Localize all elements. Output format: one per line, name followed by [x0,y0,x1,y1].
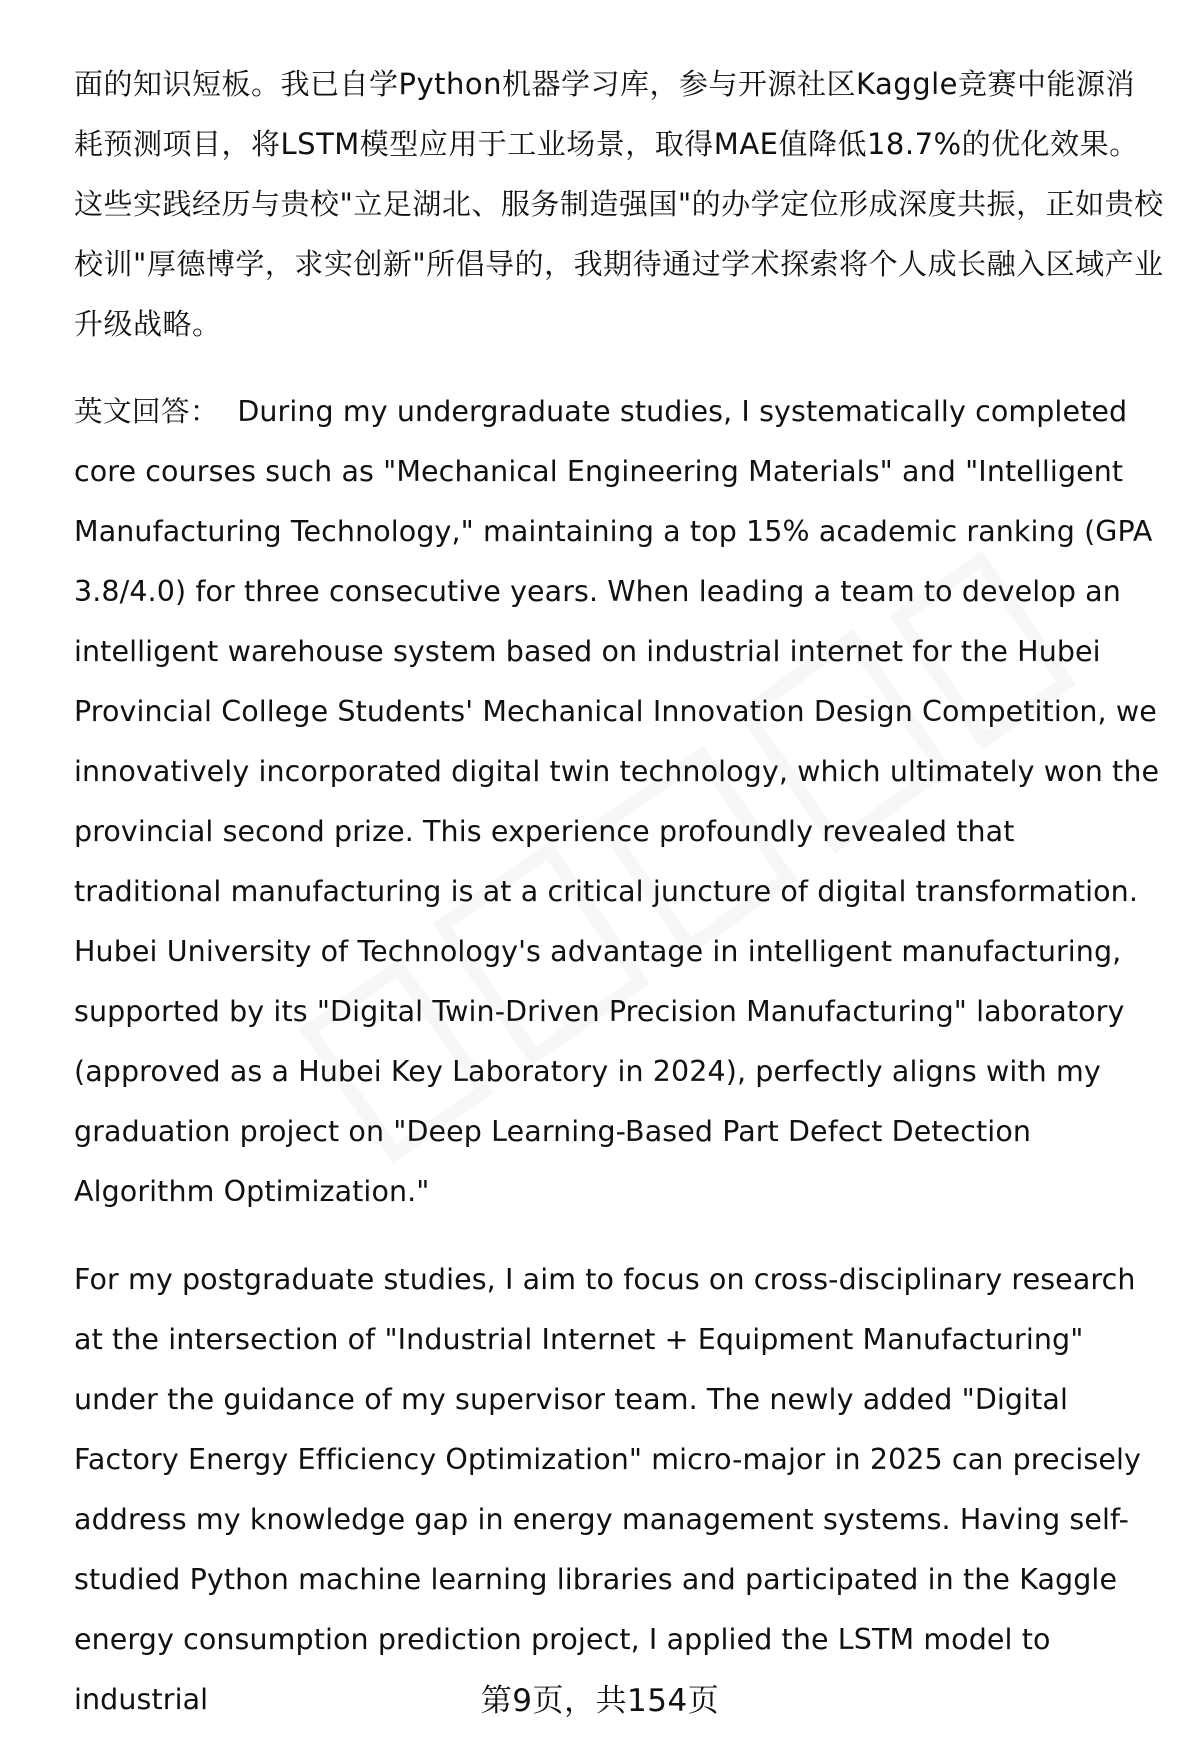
document-body [74,54,1164,1730]
paragraph-zh-continuation: 面的知识短板。我已自学Python机器学习库，参与开源社区Kaggle竞赛中能源消耗预测项目，将LSTM模型应用于工业场景，取得MAE值降低18.7%的优化效果。这些实践经历与贵校"立足湖北、服务制造强国"的办学定位形成深度共振，正如贵校校训"厚德博学，求实创新"所倡导的，我期待通过学术探索将个人成长融入区域产业升级战略。 [74,67,1164,341]
page-number-footer: 第9页，共154页 [480,1683,720,1719]
paragraph-en-answer-1-text: During my undergraduate studies, I systematically completed core courses such as "Mechanical Engineering Materials" and "Intelligent Manufacturing Technology," maintaining a top 15% academic ranking (GPA 3.8/4.0) for three consecutive years. When leading a team to develop an intelligent warehouse system based on industrial internet for the Hubei Provincial College Students' Mechanical Innovation Design Competition, we innovatively incorporated digital twin technology, which ultimately won the provincial second prize. This experience profoundly revealed that traditional manufacturing is at a critical juncture of digital transformation. Hubei University of Technology's advantage in intelligent manufacturing, supported by its "Digital Twin-Driven Precision Manufacturing" laboratory (approved as a Hubei Key Laboratory in 2024), perfectly aligns with my graduation project on "Deep Learning-Based Part Defect Detection Algorithm Optimization." [74,395,1160,1208]
paragraph-en-answer-2: For my postgraduate studies, I aim to focus on cross-disciplinary research at the intersection of "Industrial Internet + Equipment Manufacturing" under the guidance of my supervisor team. The newly added "Digital Factory Energy Efficiency Optimization" micro-major in 2025 can precisely address my knowledge gap in energy management systems. Having self-studied Python machine learning libraries and participated in the Kaggle energy consumption prediction project, I applied the LSTM model to industrial [74,1263,1141,1716]
paragraph-en-answer-1 [74,382,1164,1222]
answer-label: 英文回答： [74,395,220,428]
